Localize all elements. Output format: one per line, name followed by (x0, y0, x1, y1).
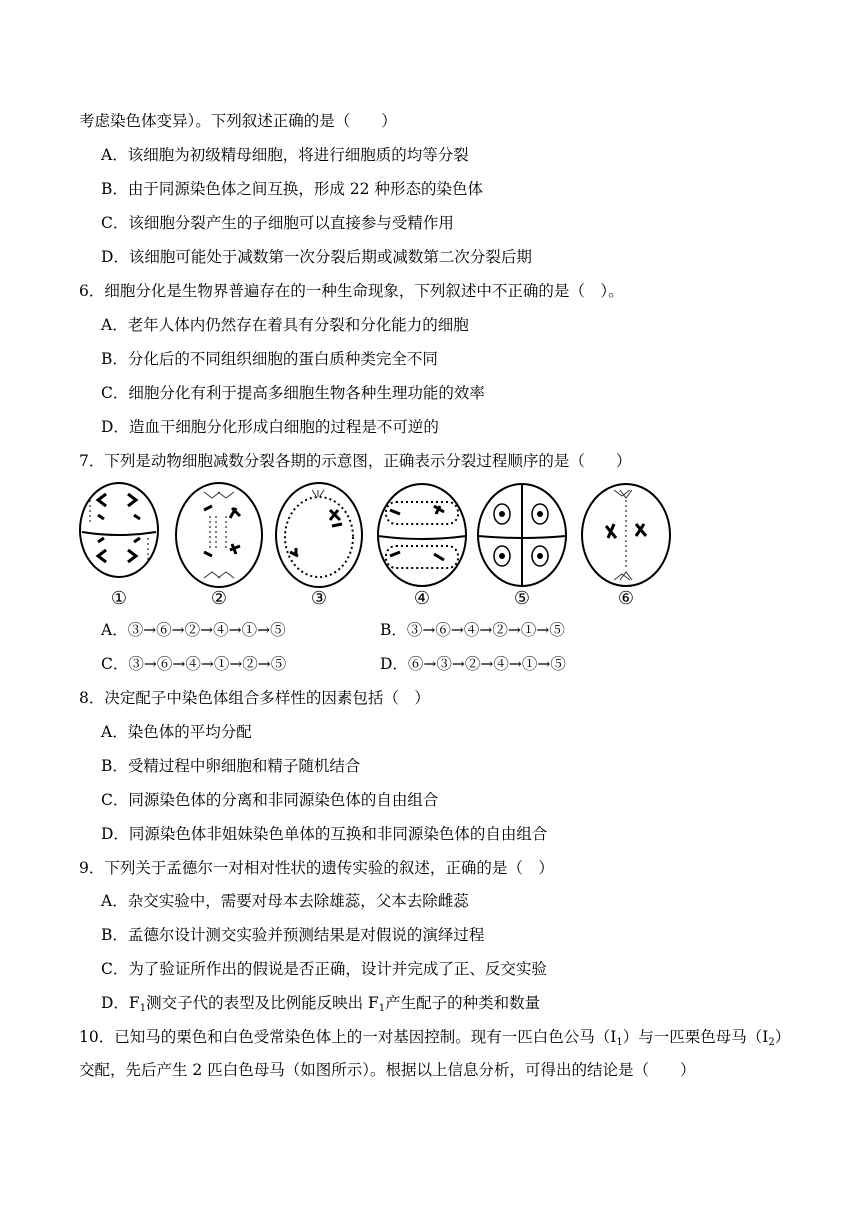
cell-diagram-6 (580, 480, 672, 594)
cell-label-2: ② (210, 588, 228, 609)
q8-stem: 8．决定配子中染色体组合多样性的因素包括（ ） (79, 689, 430, 707)
q5-option-d: D．该细胞可能处于减数第一次分裂后期或减数第二次分裂后期 (101, 248, 532, 266)
q8-option-c: C．同源染色体的分离和非同源染色体的自由组合 (101, 791, 439, 809)
q6-stem: 6．细胞分化是生物界普遍存在的一种生命现象，下列叙述中不正确的是（ ）。 (79, 282, 624, 300)
meiosis-figure (78, 480, 678, 610)
q7-option-a: A．③→⑥→②→④→①→⑤ (101, 621, 286, 639)
cell-label-3: ③ (310, 588, 328, 609)
cell-label-6: ⑥ (617, 588, 635, 609)
cell-diagram-2 (174, 480, 264, 594)
q8-option-d: D．同源染色体非姐妹染色单体的互换和非同源染色体的自由组合 (101, 825, 548, 843)
q9-option-c: C．为了验证所作出的假说是否正确，设计并完成了正、反交实验 (101, 960, 547, 978)
cell-diagram-3 (274, 480, 364, 594)
q6-option-b: B．分化后的不同组织细胞的蛋白质种类完全不同 (101, 350, 438, 368)
q10-stem-line1: 10．已知马的栗色和白色受常染色体上的一对基因控制。现有一匹白色公马$(Ⅰ_1)$与一匹栗色母马$(Ⅰ_2)$ (79, 1028, 791, 1048)
q9-stem: 9．下列关于孟德尔一对相对性状的遗传实验的叙述，正确的是（ ） (79, 859, 554, 877)
q6-option-d: D．造血干细胞分化形成白细胞的过程是不可逆的 (101, 418, 439, 436)
q10-stem-line2: 交配，先后产生 2 匹白色母马（如图所示）。根据以上信息分析，可得出的结论是（ ） (79, 1061, 696, 1079)
cell-label-1: ① (110, 588, 128, 609)
cell-diagram-4 (376, 480, 468, 594)
q6-option-a: A．老年人体内仍然存在着具有分裂和分化能力的细胞 (101, 316, 469, 334)
q5-stem-tail: 考虑染色体变异）。下列叙述正确的是（ ） (79, 112, 397, 130)
q8-option-a: A．染色体的平均分配 (101, 723, 252, 741)
cell-label-4: ④ (413, 588, 431, 609)
q7-option-c: C．③→⑥→④→①→②→⑤ (101, 655, 287, 673)
q7-option-d: D．⑥→③→②→④→①→⑤ (380, 655, 566, 673)
cell-diagram-5 (476, 480, 568, 594)
q9-option-d: D．$F_1$测交子代的表型及比例能反映出 $F_1$产生配子的种类和数量 (101, 994, 541, 1014)
q5-option-a: A．该细胞为初级精母细胞，将进行细胞质的均等分裂 (101, 146, 469, 164)
q5-option-b: B．由于同源染色体之间互换，形成 22 种形态的染色体 (101, 180, 483, 198)
q9-option-a: A．杂交实验中，需要对母本去除雄蕊，父本去除雌蕊 (101, 892, 469, 910)
cell-label-5: ⑤ (513, 588, 531, 609)
q9-option-b: B．孟德尔设计测交实验并预测结果是对假说的演绎过程 (101, 926, 485, 944)
cell-diagram-1 (78, 480, 160, 584)
q7-stem: 7．下列是动物细胞减数分裂各期的示意图，正确表示分裂过程顺序的是（ ） (79, 452, 632, 470)
q6-option-c: C．细胞分化有利于提高多细胞生物各种生理功能的效率 (101, 384, 485, 402)
q5-option-c: C．该细胞分裂产生的子细胞可以直接参与受精作用 (101, 214, 454, 232)
q7-option-b: B．③→⑥→④→②→①→⑤ (380, 621, 565, 639)
q8-option-b: B．受精过程中卵细胞和精子随机结合 (101, 757, 361, 775)
